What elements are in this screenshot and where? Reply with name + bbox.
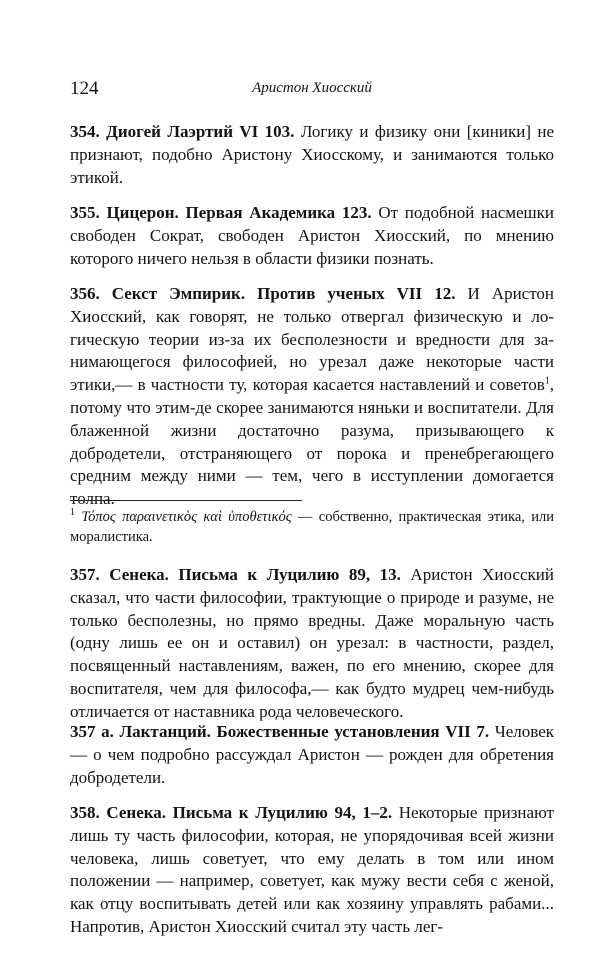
- page-number: 124: [70, 78, 99, 99]
- entry-357a: [70, 721, 554, 789]
- footnote-text: — собственно, практическая этика, или моралистика.: [70, 509, 555, 545]
- footnote-marker: 1: [70, 507, 75, 519]
- entry-text: И Аристон Хиосский, как говорят, не только отвергал физическую и логическую теории из-за их бесполезности и вредности для занимающегося философией, но урезал даже некоторые части этики,— в частности ту, которая касается наставлений и советов: [70, 284, 555, 395]
- entry-356: [70, 283, 554, 511]
- entry-354: [70, 121, 554, 189]
- running-title: Аристон Хиосский: [252, 80, 372, 96]
- entry-source: 355. Цицерон. Первая Академика 123.: [70, 203, 372, 222]
- footnote: [70, 507, 554, 547]
- entry-text: Некоторые признают лишь ту часть философии, которая, не упорядочивая всей жизни человека, лишь советует, что ему делать в том или ином положении — например, советует, как мужу вести себя с женой, как отцу воспитывать детей или как хозяину управлять рабами... Напротив, Аристон Хиосский считал эту часть лег-: [70, 803, 554, 936]
- entry-358: [70, 802, 554, 939]
- entry-355: [70, 202, 554, 270]
- entry-source: 357. Сенека. Письма к Луцилию 89, 13.: [70, 565, 401, 584]
- footnote-divider: [70, 500, 302, 501]
- entry-source: 356. Секст Эмпирик. Против ученых VII 12.: [70, 284, 456, 303]
- entry-text: Логику и физику они [киники] не признают, подобно Аристону Хиосскому, и занимаются только этикой.: [70, 122, 555, 187]
- footnote-greek-terms: Τόπος παραινετικὸς καὶ ὑποθετικός: [81, 509, 292, 525]
- entry-357: [70, 564, 554, 724]
- entry-source: 358. Сенека. Письма к Луцилию 94, 1–2.: [70, 803, 393, 822]
- entry-text: Аристон Хиосский сказал, что части философии, трактующие о природе и разуме, не только бесполезны, но прямо вредны. Даже моральную часть (одну лишь ее он и оставил) он урезал: в частности, раздел, посвященный наставлениям, важен, по его мнению, скорее для воспитателя, чем для философа,— как будто мудрец чем-нибудь отличается от наставника рода человеческого.: [70, 565, 554, 721]
- entry-text-continued: , потому что этим-де скорее занимаются няньки и воспитатели. Для блаженной жизни достаточно разума, призывающего к добродетели, отстраняющего от порока и пренебрегающего средним между ними — тем, чего в исступлении домогается толпа.: [70, 375, 554, 509]
- entry-text: Человек — о чем подробно рассуждал Аристон — рожден для обретения добродетели.: [70, 722, 554, 787]
- page-header: [70, 78, 554, 102]
- entry-source: 357 а. Лактанций. Божественные установления VII 7.: [70, 722, 490, 741]
- entry-text: От подобной насмешки свободен Сократ, свободен Аристон Хиосский, по мнению которого ничего нельзя в области физики познать.: [70, 203, 554, 268]
- entry-source: 354. Диогей Лаэртий VI 103.: [70, 122, 295, 141]
- footnote-reference[interactable]: 1: [544, 375, 550, 387]
